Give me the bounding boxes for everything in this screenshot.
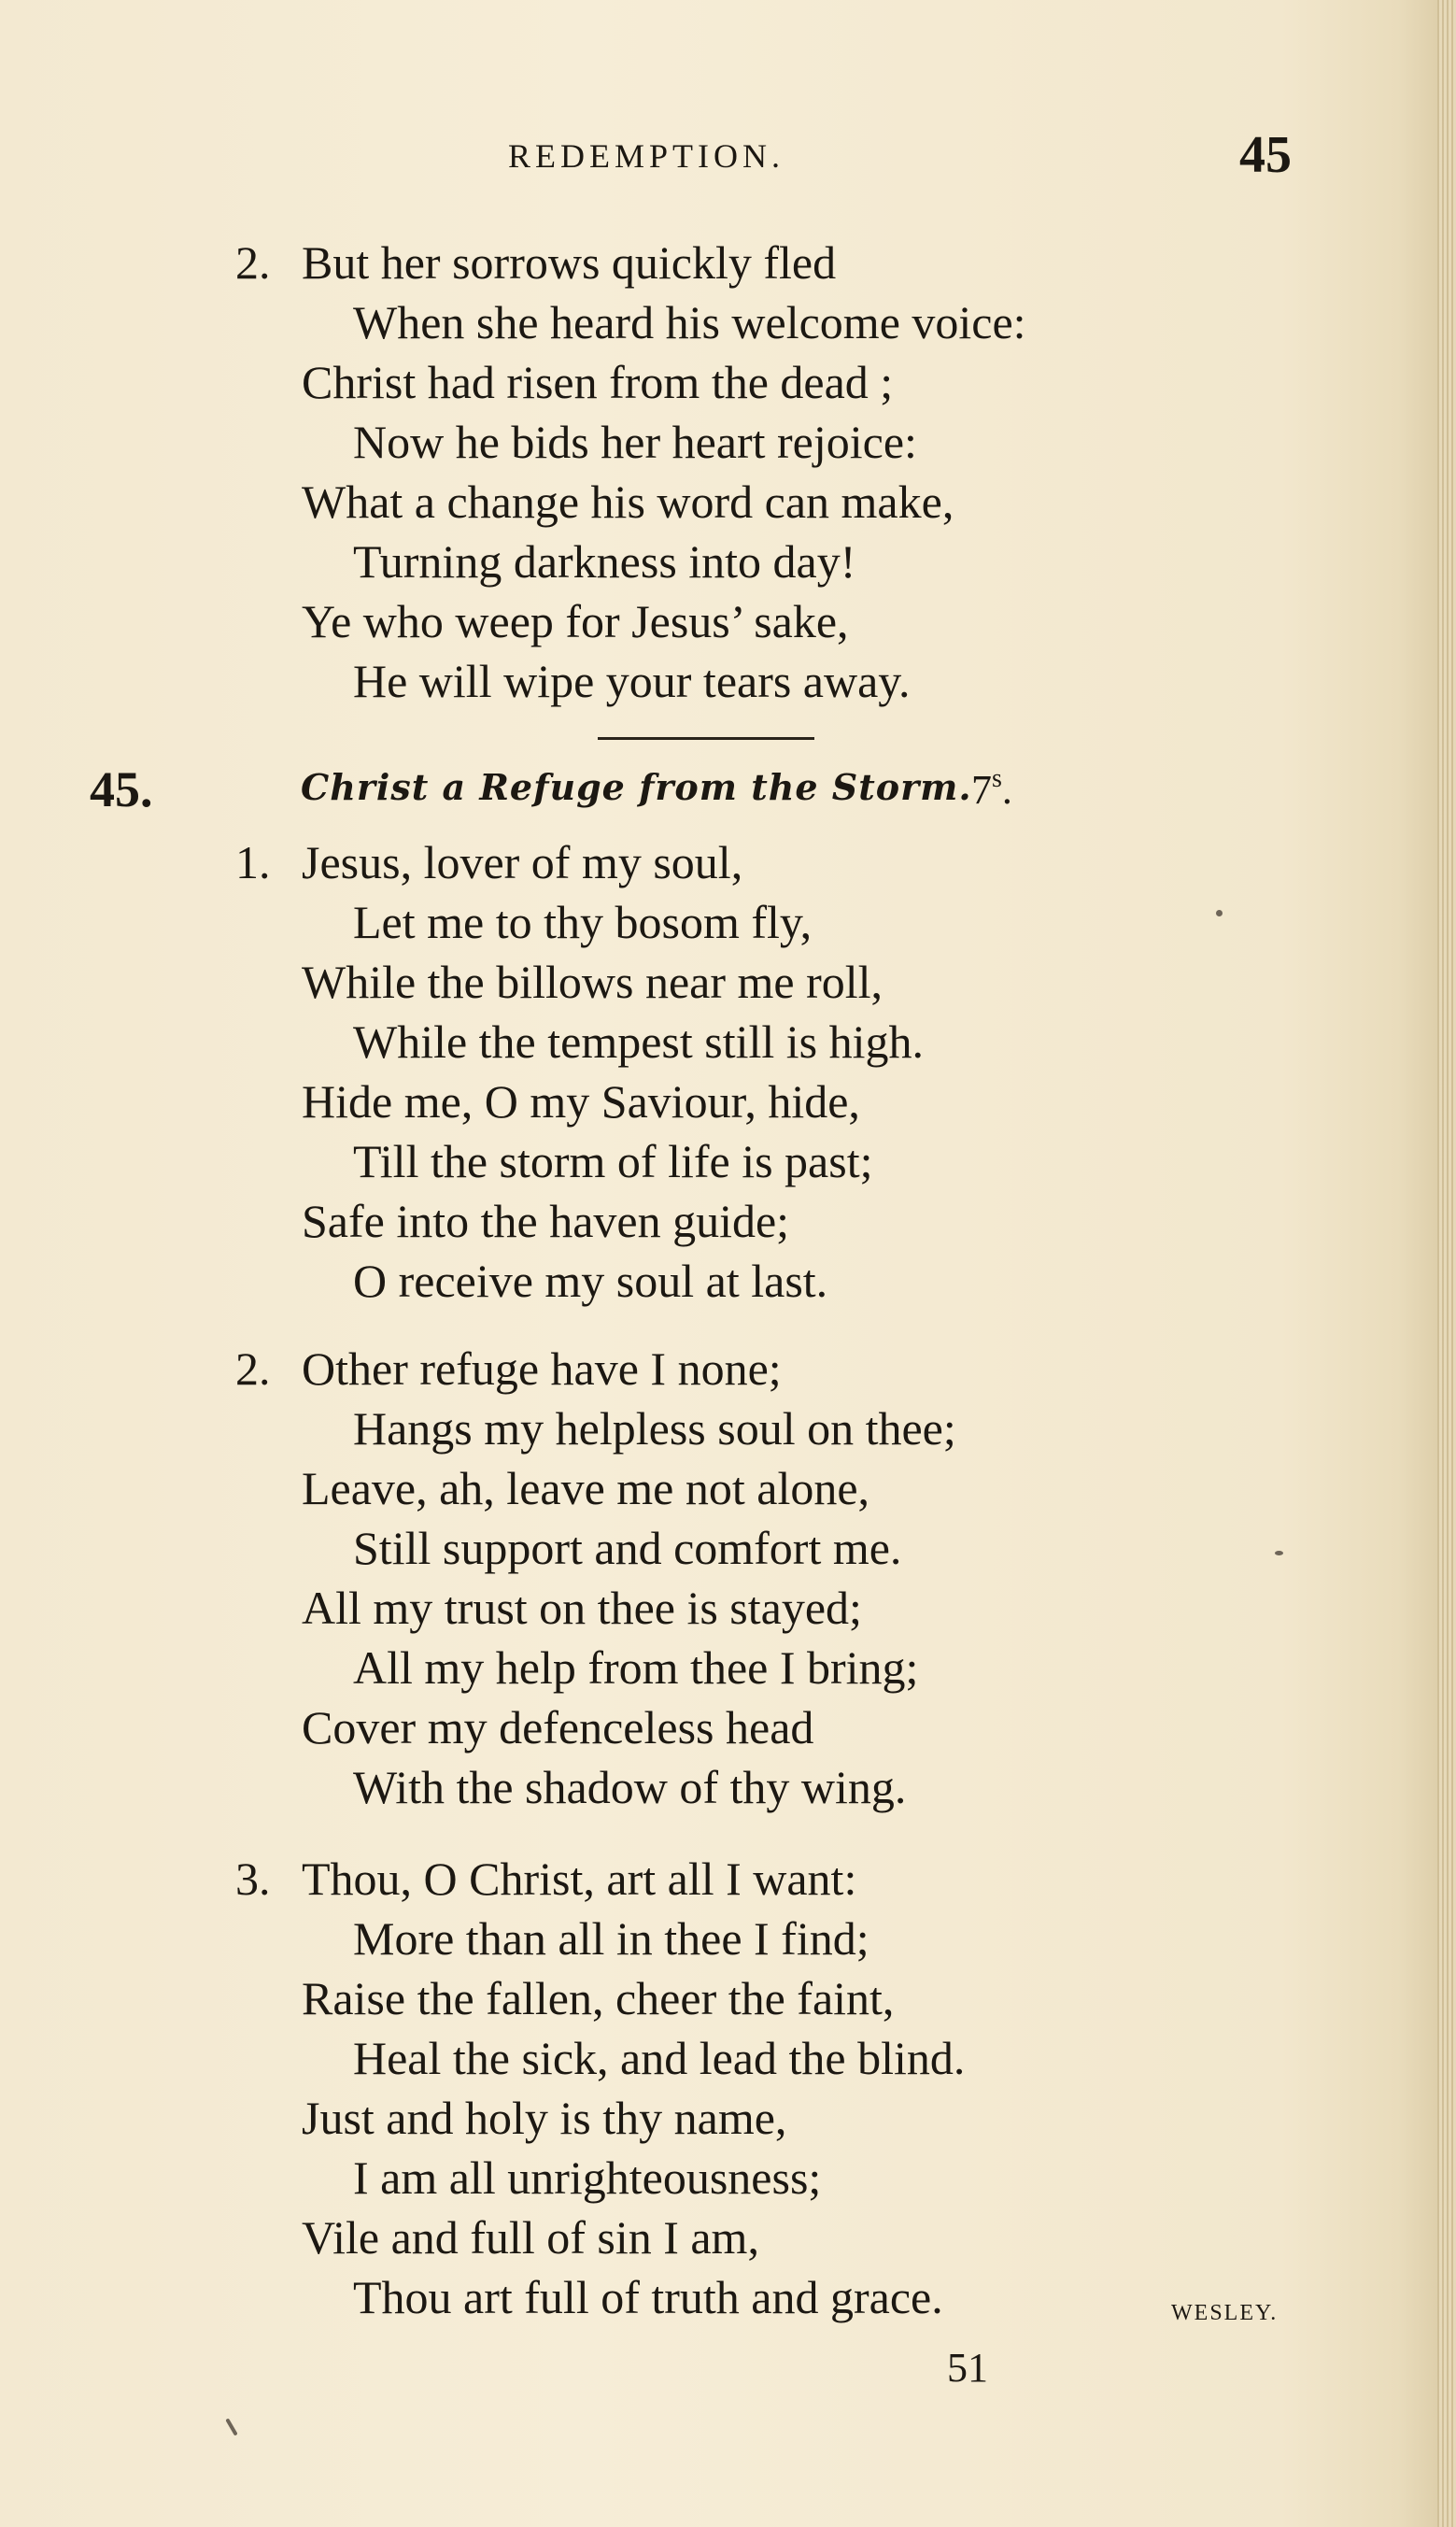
verse-line: What a change his word can make, [302,476,954,528]
meter-period: . [1001,767,1012,813]
page-number: 45 [1239,126,1292,184]
verse-number: 1. [235,836,271,888]
verse-line: Turning darkness into day! [353,535,856,588]
hymn-divider-rule [598,737,814,740]
verse-line: Heal the sick, and lead the blind. [353,2032,966,2084]
verse-line: Now he bids her heart rejoice: [353,416,917,468]
verse-line: Other refuge have I none; [302,1342,782,1395]
verse-line: Let me to thy bosom fly, [353,896,813,948]
ink-speck [1216,910,1223,916]
page-edge [1437,0,1456,2527]
verse-line: Raise the fallen, cheer the faint, [302,1972,895,2024]
verse-line: Till the storm of life is past; [353,1135,873,1187]
verse-line: More than all in thee I find; [353,1912,869,1965]
hymn-meter [971,764,1012,814]
ink-speck [1275,1551,1283,1555]
verse-number: 3. [235,1853,271,1905]
verse-line: Jesus, lover of my soul, [302,836,743,888]
verse-line: Ye who weep for Jesus’ sake, [302,595,849,647]
verse-line: Cover my defenceless head [302,1701,814,1753]
verse-line: Leave, ah, leave me not alone, [302,1462,870,1514]
verse-line: Hide me, O my Saviour, hide, [302,1075,860,1128]
verse-number: 2. [235,236,271,289]
verse-line: When she heard his welcome voice: [353,296,1026,348]
verse-line: He will wipe your tears away. [353,655,911,707]
ink-mark [225,2418,237,2435]
verse-line: While the billows near me roll, [302,956,883,1008]
verse-line: Christ had risen from the dead ; [302,356,894,408]
verse-line: But her sorrows quickly fled [302,236,837,289]
verse-line: Safe into the haven guide; [302,1195,790,1247]
meter-value: 7 [971,767,992,813]
hymn-number: 45. [90,761,153,817]
verse-line: Just and holy is thy name, [302,2092,787,2144]
verse-line: While the tempest still is high. [353,1015,925,1068]
verse-line: Thou, O Christ, art all I want: [302,1853,857,1905]
meter-superscript: s [992,764,1002,793]
verse-line: Thou art full of truth and grace. [353,2271,943,2323]
verse-line: All my help from thee I bring; [353,1641,919,1694]
hymn-author: WESLEY. [1171,2301,1279,2325]
verse-line: O receive my soul at last. [353,1255,828,1307]
verse-line: With the shadow of thy wing. [353,1761,907,1813]
verse-number: 2. [235,1342,271,1395]
verse-line: I am all unrighteousness; [353,2151,822,2204]
running-head: REDEMPTION. [508,137,785,175]
verse-line: Hangs my helpless soul on thee; [353,1402,956,1455]
verse-line: Still support and comfort me. [353,1522,902,1574]
verse-line: Vile and full of sin I am, [302,2211,759,2264]
printer-signature-mark: 51 [947,2345,988,2391]
hymn-title: Christ a Refuge from the Storm. [301,766,972,808]
verse-line: All my trust on thee is stayed; [302,1582,862,1634]
